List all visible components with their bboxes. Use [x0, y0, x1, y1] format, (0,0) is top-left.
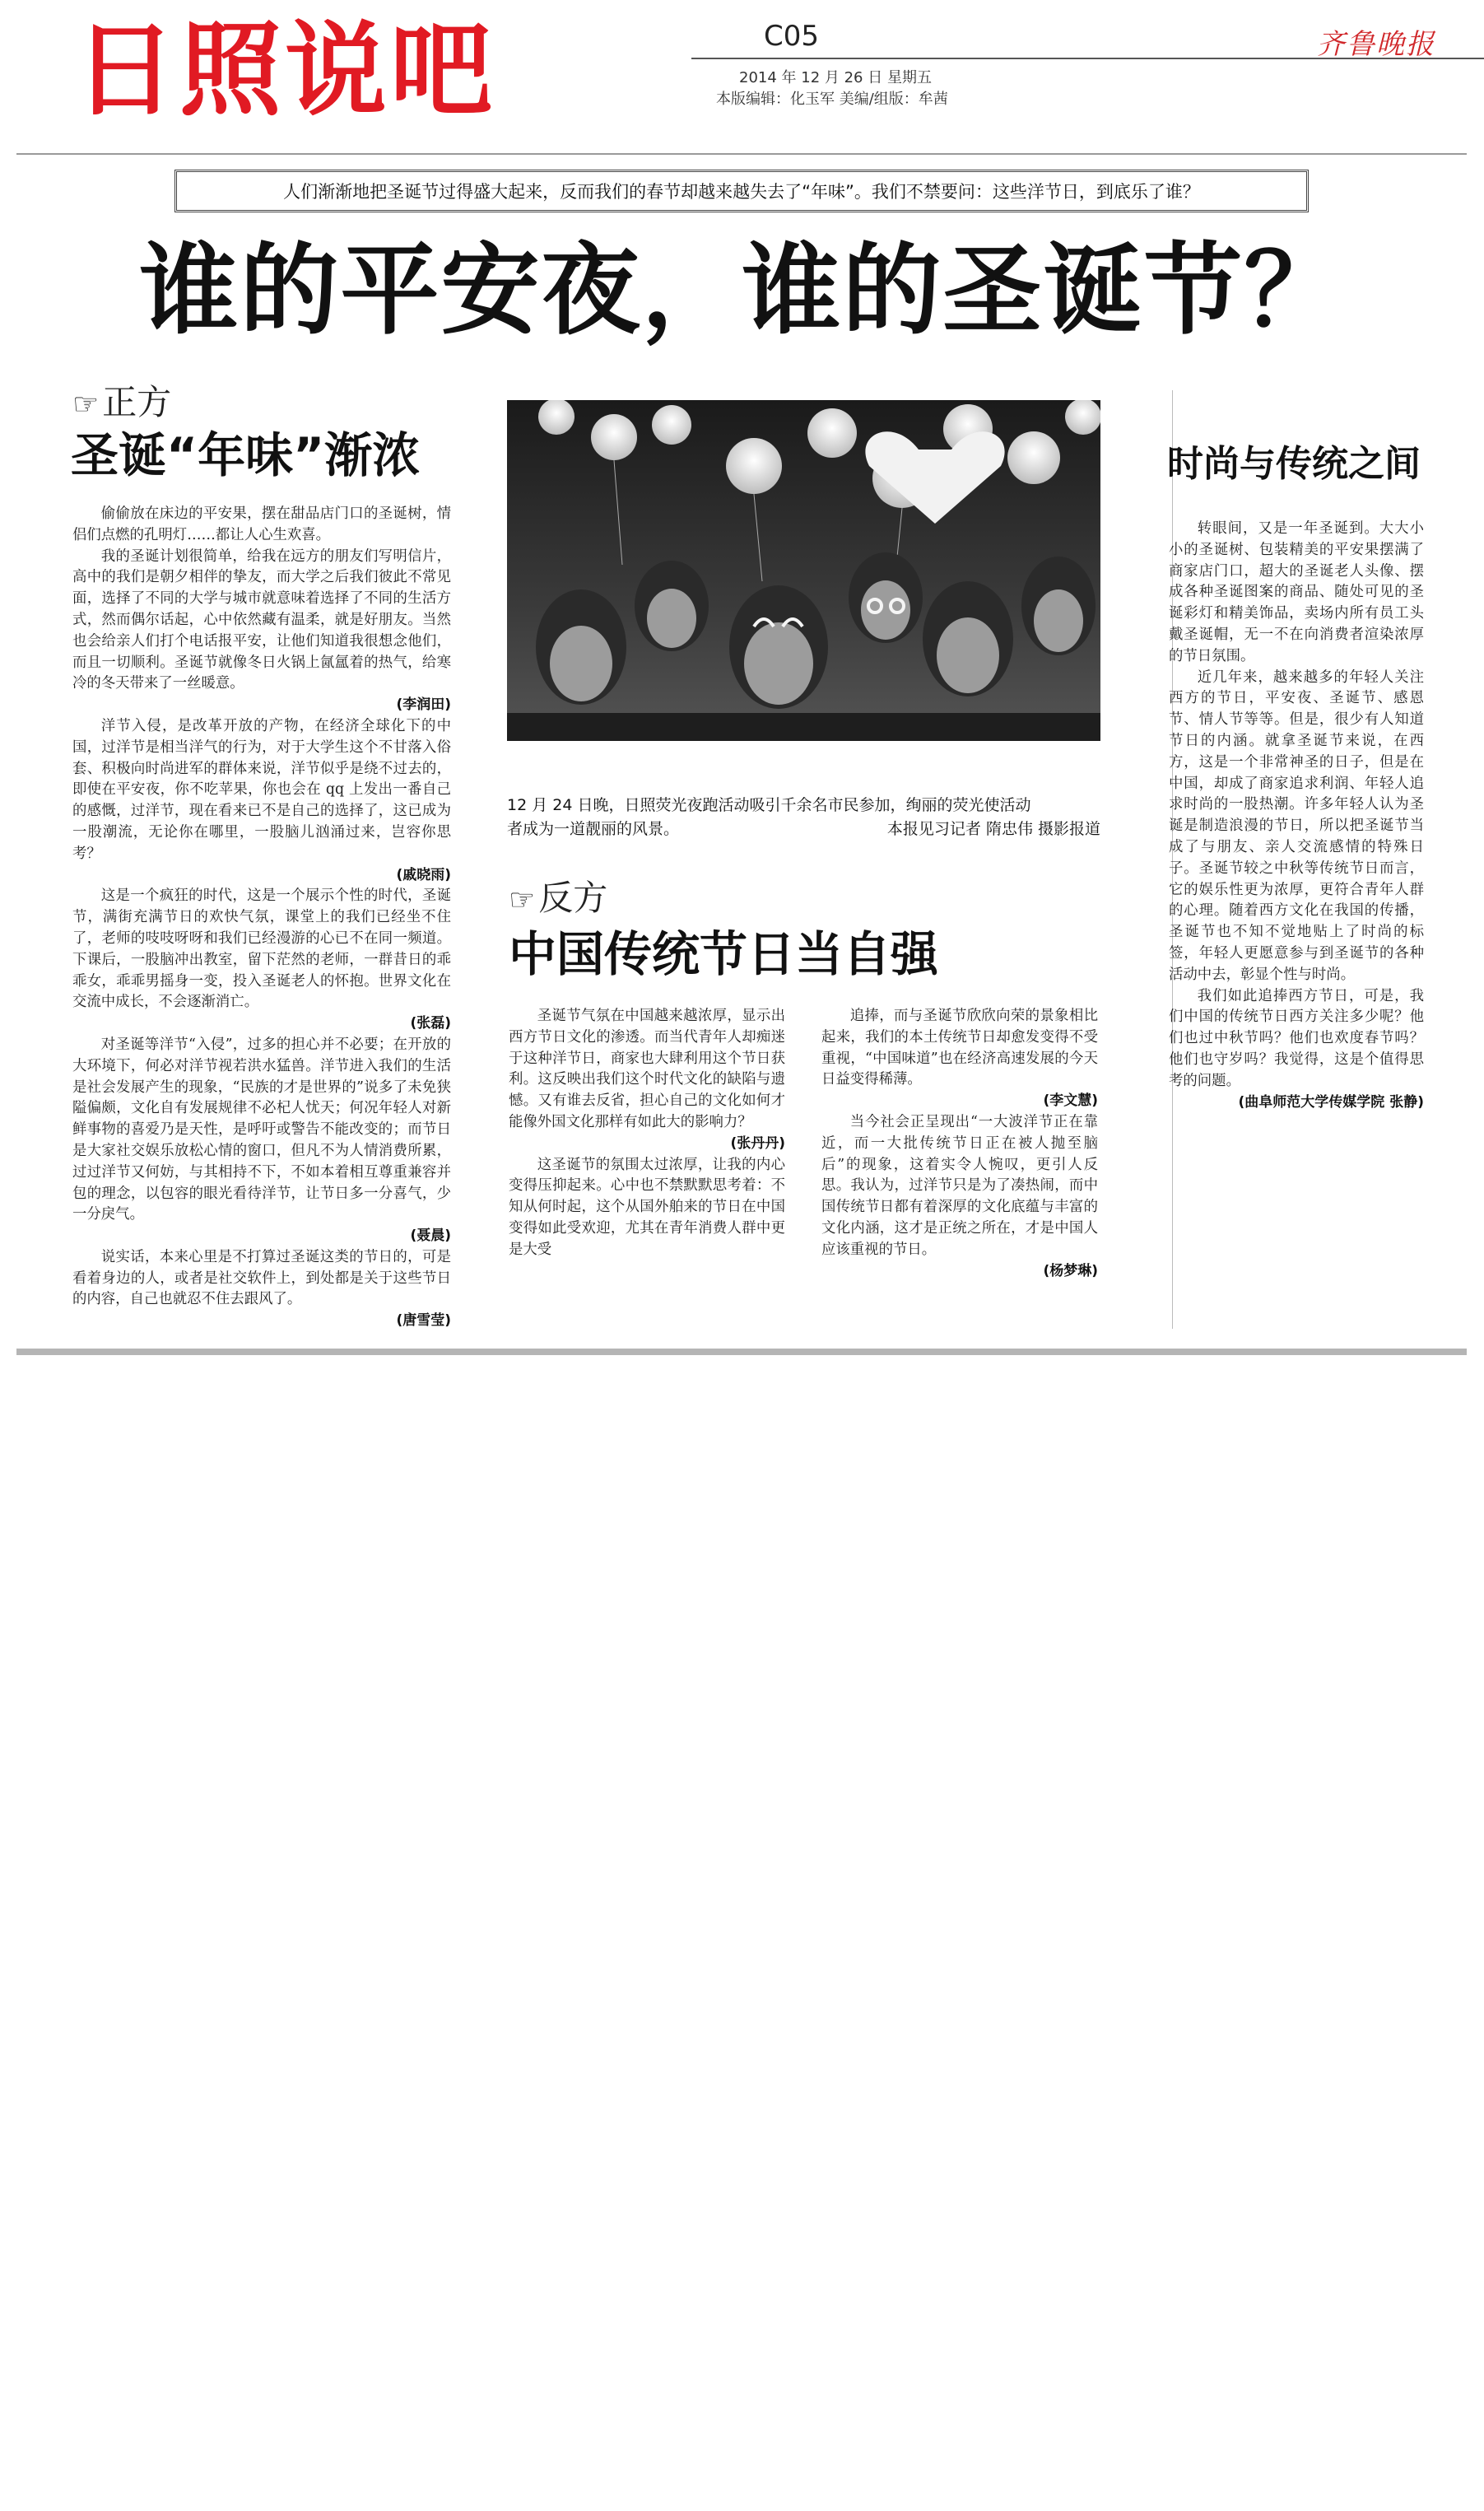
article-paragraph: 这是一个疯狂的时代，这是一个展示个性的时代，圣诞节，满街充满节日的欢快气氛，课堂上的我们已经坐不住了，老师的吱吱呀呀和我们已经漫游的心已不在同一频道。下课后，一股脑冲出教室，留下茫然的老师，一群昔日的乖乖女，乖乖男摇身一变，投入圣诞老人的怀抱。世界文化在交流中成长，不会逐渐消亡。 [72, 887, 451, 1011]
article-paragraph: 近几年来，越来越多的年轻人关注西方的节日，平安夜、圣诞节、感恩节、情人节等等。但是，很少有人知道节日的内涵。就拿圣诞节来说，在西方，这是一个非常神圣的日子，但是在中国，却成了商家追求利润、年轻人追求时尚的一股热潮。许多年轻人认为圣诞是制造浪漫的节日，所以把圣诞节当成了与朋友、亲人交流感情的特殊日子。圣诞节较之中秋等传统节日而言，它的娱乐性更为浓厚，更符合青年人群的心理。随着西方文化在我国的传播，圣诞节也不知不觉地贴上了时尚的标签，年轻人更愿意参与到圣诞节的各种活动中去，彰显个性与时尚。 [1169, 669, 1424, 983]
pro-headline: 圣诞“年味”渐浓 [71, 427, 421, 483]
date-line: 2014 年 12 月 26 日 星期五 [739, 69, 932, 86]
con-article-col1 [509, 1006, 785, 1261]
author-byline: (杨梦琳) [1043, 1262, 1098, 1279]
main-headline: 谁的平安夜，谁的圣诞节？ [139, 234, 1345, 348]
article-paragraph: 这圣诞节的氛围太过浓厚，让我的内心变得压抑起来。心中也不禁默默思考着：不知从何时起，这个从国外舶来的节日在中国变得如此受欢迎，尤其在青年消费人群中更是大受 [509, 1156, 785, 1258]
article-paragraph: 圣诞节气氛在中国越来越浓厚，显示出西方节日文化的渗透。而当代青年人却痴迷于这种洋节日，商家也大肆利用这个节日获利。这反映出我们这个时代文化的缺陷与遗憾。又有谁去反省，担心自己的文化如何才能像外国文化那样有如此大的影响力？ [509, 1008, 785, 1130]
photo-caption [507, 794, 1100, 841]
author-byline: (曲阜师范大学传媒学院 张静) [1238, 1093, 1424, 1111]
author-byline: (李文慧) [1043, 1092, 1098, 1110]
article-paragraph: 当今社会正呈现出“一大波洋节正在靠近，而一大批传统节日正在被人抛至脑后”的现象，这着实令人惋叹，更引人反思。我认为，过洋节只是为了凑热闹，而中国传统节日都有着深厚的文化底蕴与丰富的文化内涵，这才是正统之所在，才是中国人应该重视的节日。 [821, 1113, 1098, 1258]
con-article-col2 [821, 1006, 1098, 1282]
article-paragraph: 说实话，本来心里是不打算过圣诞这类的节日的，可是看着身边的人，或者是社交软件上，到处都是关于这些节日的内容，自己也就忍不住去跟风了。 [72, 1248, 451, 1308]
article-paragraph: 我的圣诞计划很简单，给我在远方的朋友们写明信片，高中的我们是朝夕相伴的挚友，而大学之后我们彼此不常见面，选择了不同的大学与城市就意味着选择了不同的生活方式，然而偶尔话起，心中依然藏有温柔，就是好朋友。当然也会给亲人们打个电话报平安，让他们知道我很想念他们，而且一切顺利。圣诞节就像冬日火锅上氤氲着的热气，给寒冷的冬天带来了一丝暖意。 [72, 547, 451, 692]
bottom-divider [16, 1349, 1467, 1355]
author-byline: (戚晓雨) [396, 866, 451, 883]
pro-article [72, 504, 451, 1332]
photo-caption-line2: 者成为一道靓丽的风景。 [507, 820, 680, 838]
newspaper-logo: 齐鲁晚报 [1317, 28, 1435, 61]
article-paragraph: 洋节入侵，是改革开放的产物，在经济全球化下的中国，过洋节是相当洋气的行为，对于大学生这个不甘落入俗套、积极向时尚进军的群体来说，洋节似乎是绕不过去的，即使在平安夜，你不吃苹果，你也会在 qq 上发出一番自己的感慨，过洋节，现在看来已不是自己的选择了，这已成为一股潮流，无论你在哪里，一股脑儿汹涌过来，岂容你思考？ [72, 717, 451, 862]
author-byline: (张丹丹) [730, 1134, 785, 1152]
right-article [1169, 519, 1424, 1113]
con-headline: 中国传统节日当自强 [509, 926, 939, 982]
right-headline: 时尚与传统之间 [1167, 443, 1421, 485]
article-paragraph: 转眼间，又是一年圣诞到。大大小小的圣诞树、包装精美的平安果摆满了商家店门口，超大的圣诞老人头像、摆成各种圣诞图案的商品、随处可见的圣诞彩灯和精美饰品，卖场内所有员工头戴圣诞帽，无一不在向消费者渲染浓厚的节日氛围。 [1169, 520, 1424, 664]
header-divider [16, 153, 1467, 155]
con-label-text: 反方 [538, 878, 608, 918]
article-paragraph: 偷偷放在床边的平安果，摆在甜品店门口的圣诞树，情侣们点燃的孔明灯……都让人心生欢喜。 [72, 505, 451, 543]
pointing-hand-icon: ☞ [72, 388, 100, 422]
crowd-photo [507, 400, 1100, 741]
article-paragraph: 追捧，而与圣诞节欣欣向荣的景象相比起来，我们的本土传统节日却愈发变得不受重视，“中国味道”也在经济高速发展的今天日益变得稀薄。 [821, 1008, 1098, 1088]
pro-label-text: 正方 [102, 382, 172, 422]
author-byline: (李润田) [396, 696, 451, 714]
pointing-hand-icon: ☞ [509, 883, 536, 917]
page-code: C05 [764, 20, 820, 53]
masthead-title: 日照说吧 [74, 12, 496, 130]
lead-banner [174, 170, 1309, 212]
article-paragraph: 对圣诞等洋节“入侵”，过多的担心并不必要；在开放的大环境下，何必对洋节视若洪水猛兽。洋节进入我们的生活是社会发展产生的现象，“民族的才是世界的”说多了未免狭隘偏颇，文化自有发展规律不必杞人忧天；何况年轻人对新鲜事物的喜爱乃是天性，是呼吁或警告不能改变的；而节日是大家社交娱乐放松心情的窗口，但凡不为人情消费所累，过过洋节又何妨，与其相持不下，不如本着相互尊重兼容并包的理念，以包容的眼光看待洋节，让节日多一分喜气，少一分戾气。 [72, 1036, 451, 1223]
author-byline: (张磊) [410, 1015, 451, 1032]
pro-section-label [72, 375, 171, 425]
con-section-label [509, 871, 607, 920]
author-byline: (聂晨) [410, 1228, 451, 1245]
photo-caption-line1: 12 月 24 日晚，日照荧光夜跑活动吸引千余名市民参加，绚丽的荧光使活动 [507, 796, 1031, 814]
news-photo [507, 400, 1100, 741]
article-paragraph: 我们如此追捧西方节日，可是，我们中国的传统节日西方关注多少呢？他们也过中秋节吗？他们也欢度春节吗？他们也守岁吗？我觉得，这是个值得思考的问题。 [1169, 987, 1424, 1089]
lead-banner-text: 人们渐渐地把圣诞节过得盛大起来，反而我们的春节却越来越失去了“年味”。我们不禁要问：这些洋节日，到底乐了谁？ [283, 182, 1200, 202]
author-byline: (唐雪莹) [396, 1312, 451, 1330]
photo-credit: 本报见习记者 隋忠伟 摄影报道 [886, 820, 1100, 838]
editors-line: 本版编辑：化玉军 美编/组版：牟茜 [716, 91, 948, 108]
